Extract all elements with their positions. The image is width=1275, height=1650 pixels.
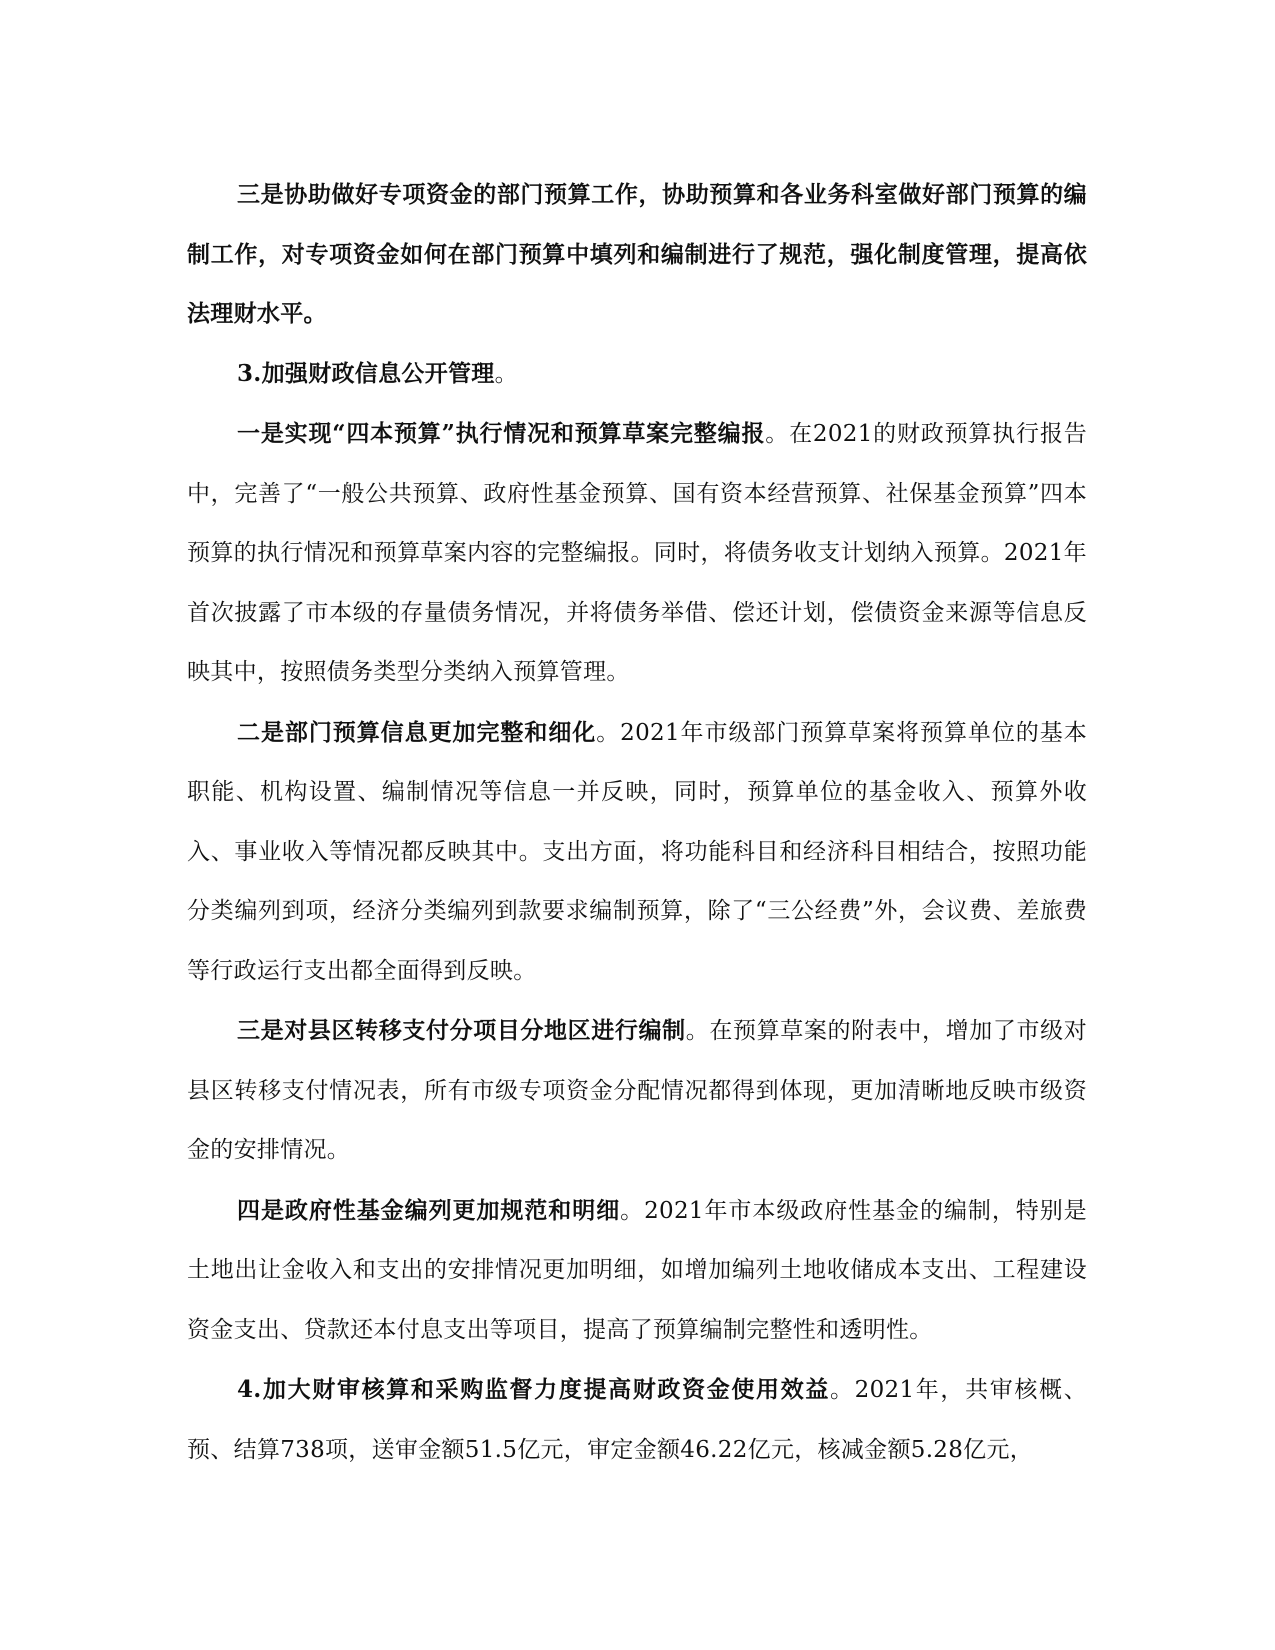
document-body (187, 165, 1087, 1480)
paragraph-body: 。2021年市本级政府性基金的编制，特别是土地出让金收入和支出的安排情况更加明细，如增加编列土地收储成本支出、工程建设资金支出、贷款还本付息支出等项目，提高了预算编制完整性和透明性。 (187, 1197, 1087, 1343)
heading-info-disclosure (187, 344, 1087, 405)
paragraph-lead: 一是实现“四本预算”执行情况和预算草案完整编报 (237, 420, 766, 447)
paragraph-body: 。2021年，共审核概、预、结算738项，送审金额51.5亿元，审定金额46.22亿元，核减金额5.28亿元， (187, 1377, 1088, 1463)
paragraph-gov-fund (187, 1181, 1087, 1361)
paragraph-lead: 四是政府性基金编列更加规范和明细 (237, 1196, 621, 1224)
paragraph-county-transfer (187, 1001, 1087, 1181)
paragraph-lead: 二是部门预算信息更加完整和细化 (237, 718, 597, 746)
section-heading: 3.加强财政信息公开管理 (237, 359, 495, 387)
paragraph-body: 。 (494, 360, 518, 387)
paragraph-body: 。在2021的财政预算执行报告中，完善了“一般公共预算、政府性基金预算、国有资本经营预算、社保基金预算”四本预算的执行情况和预算草案内容的完整编报。同时，将债务收支计划纳入预算。2021年首次披露了市本级的存量债务情况，并将债务举借、偿还计划，偿债资金来源等信息反映其中，按照债务类型分类纳入预算管理。 (187, 421, 1087, 685)
paragraph-dept-budget-assist (187, 165, 1087, 344)
paragraph-body: 三是协助做好专项资金的部门预算工作，协助预算和各业务科室做好部门预算的编制工作，对专项资金如何在部门预算中填列和编制进行了规范，强化制度管理，提高依法理财水平。 (187, 181, 1087, 327)
paragraph-body: 。2021年市级部门预算草案将预算单位的基本职能、机构设置、编制情况等信息一并反映，同时，预算单位的基金收入、预算外收入、事业收入等情况都反映其中。支出方面，将功能科目和经济科目相结合，按照功能分类编列到项，经济分类编列到款要求编制预算，除了“三公经费”外，会议费、差旅费等行政运行支出都全面得到反映。 (187, 719, 1088, 984)
paragraph-four-budgets (187, 404, 1087, 703)
paragraph-lead: 三是对县区转移支付分项目分地区进行编制 (237, 1017, 686, 1044)
section-heading: 4.加大财审核算和采购监督力度提高财政资金使用效益 (237, 1376, 831, 1403)
paragraph-dept-budget-info (187, 703, 1087, 1002)
paragraph-body: 。在预算草案的附表中，增加了市级对县区转移支付情况表，所有市级专项资金分配情况都得到体现，更加清晰地反映市级资金的安排情况。 (187, 1018, 1087, 1163)
paragraph-audit-procurement (187, 1360, 1087, 1480)
